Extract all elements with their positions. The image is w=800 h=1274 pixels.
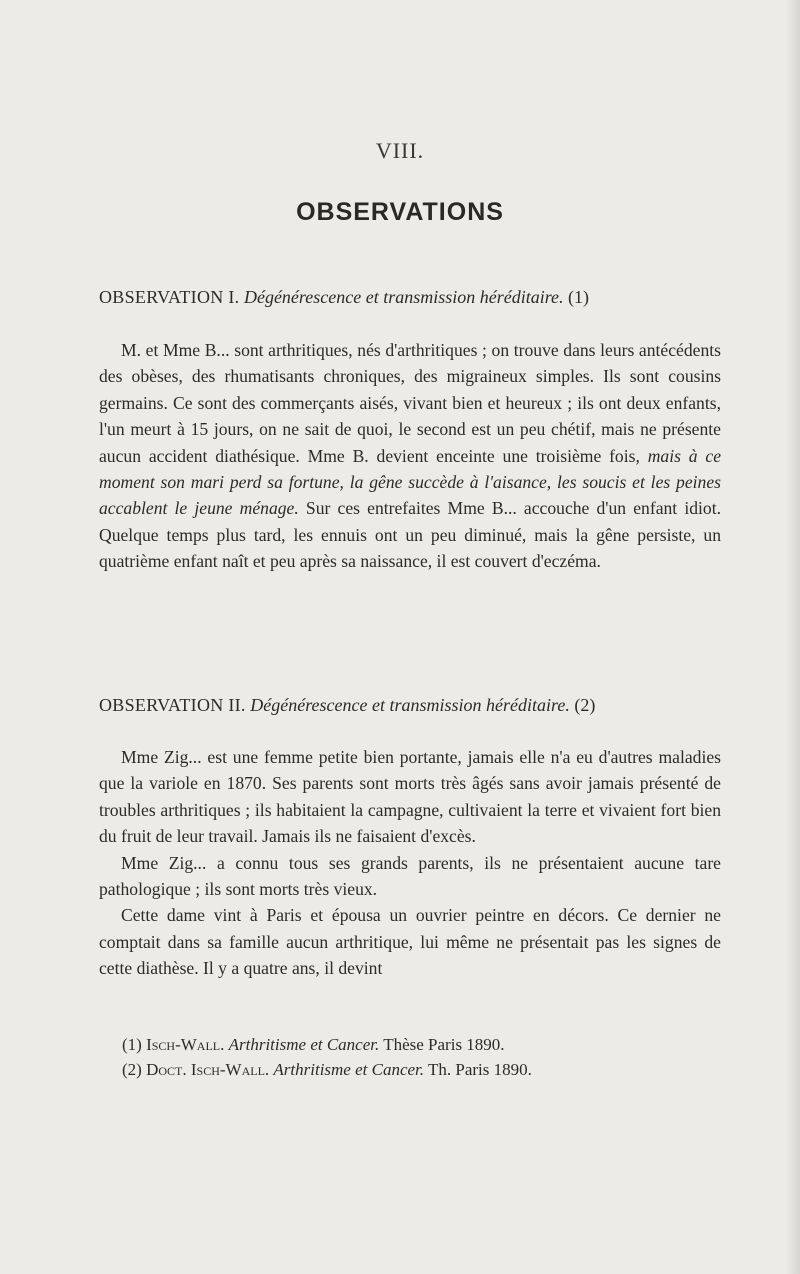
observation-2-heading	[99, 695, 739, 716]
observation-1-text-italic: mais à ce moment son mari perd sa fortune, la gêne succède à l'aisance, les soucis et les peines accablent le jeune ménage.	[99, 445, 722, 519]
footnote-1-number: (1)	[122, 1035, 142, 1054]
footnote-1	[122, 1032, 742, 1057]
observation-1-body	[99, 337, 721, 575]
observation-2-body	[99, 744, 721, 982]
footnote-2-number: (2)	[122, 1060, 142, 1079]
footnote-1-rest: Thèse Paris 1890.	[383, 1035, 505, 1054]
footnote-2-author: Doct. Isch-Wall.	[146, 1060, 270, 1079]
footnote-1-author: Isch-Wall.	[146, 1035, 225, 1054]
observation-1-subtitle: Dégénérescence et transmission héréditaire.	[243, 287, 564, 307]
observation-2-note-ref: (2)	[574, 695, 596, 715]
observation-1-heading	[99, 287, 739, 308]
observation-2-label: OBSERVATION II.	[99, 695, 246, 715]
observation-1-text-a: M. et Mme B... sont arthritiques, nés d'arthritiques ; on trouve dans leurs antécédents des obèses, des rhumatisants chroniques, des migraineux simples. Ils sont cousins germains. Ce sont des commerçants aisés, vivant bien et heureux ; ils ont deux enfants, l'un meurt à 15 jours, on ne sait de quoi, le second est un peu chétif, mais ne présente aucun accident diathésique. Mme B. devient enceinte une troisième fois,	[99, 340, 721, 466]
page-edge-shadow	[786, 0, 800, 1274]
footnote-2	[122, 1057, 742, 1082]
observation-1-text-b: Sur ces entrefaites Mme B... accouche d'un enfant idiot. Quelque temps plus tard, les ennuis ont un peu diminué, mais la gêne persiste, un quatrième enfant naît et peu après sa naissance, il est couvert d'eczéma.	[99, 498, 721, 572]
chapter-title: OBSERVATIONS	[296, 198, 504, 226]
observation-2-paragraph-1: Mme Zig... est une femme petite bien portante, jamais elle n'a eu d'autres maladies que la variole en 1870. Ses parents sont morts très âgés sans avoir jamais présenté de troubles arthritiques ; ils habitaient la campagne, cultivaient la terre et vivaient fort bien du fruit de leur travail. Jamais ils ne faisaient d'excès.	[99, 747, 721, 847]
footnote-1-work: Arthritisme et Cancer.	[228, 1035, 380, 1054]
observation-2-paragraph-3: Cette dame vint à Paris et épousa un ouvrier peintre en décors. Ce dernier ne comptait dans sa famille aucun arthritique, lui même ne présentait pas les signes de cette diathèse. Il y a quatre ans, il devint	[99, 905, 721, 979]
observation-1-label: OBSERVATION I.	[99, 287, 240, 307]
observation-2-paragraph-2: Mme Zig... a connu tous ses grands parents, ils ne présentaient aucune tare pathologique ; ils sont morts très vieux.	[99, 852, 721, 900]
footnote-2-work: Arthritisme et Cancer.	[273, 1060, 425, 1079]
observation-2-subtitle: Dégénérescence et transmission héréditaire.	[250, 695, 570, 715]
chapter-number: VIII.	[375, 138, 425, 163]
observation-1-note-ref: (1)	[568, 287, 590, 307]
footnotes	[122, 1032, 742, 1082]
footnote-2-rest: Th. Paris 1890.	[428, 1060, 532, 1079]
